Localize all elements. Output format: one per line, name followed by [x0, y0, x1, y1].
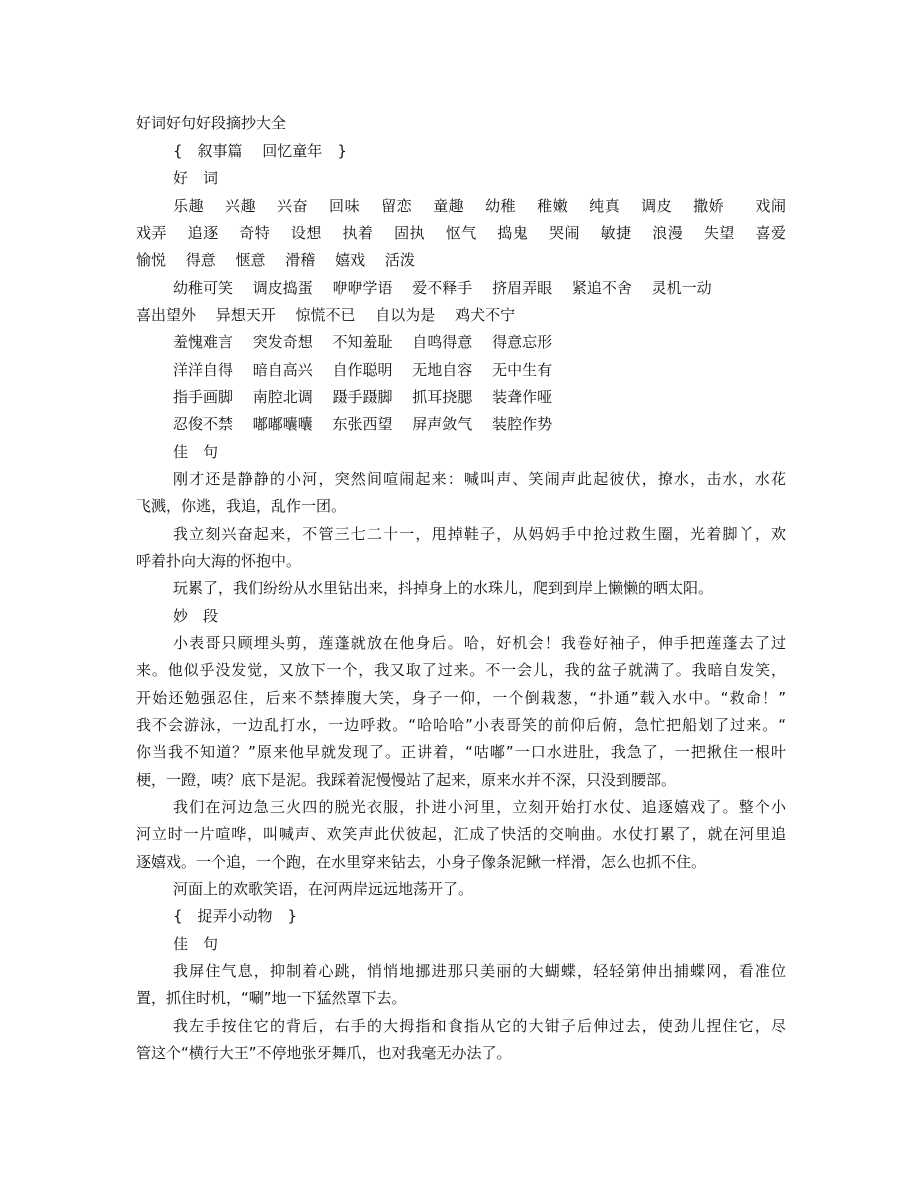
idiom-list-line: 忍俊不禁 嘟嘟囔囔 东张西望 屏声敛气 装腔作势 — [173, 415, 553, 433]
idiom-list-line: 指手画脚 南腔北调 蹑手蹑脚 抓耳挠腮 装聋作哑 — [173, 388, 553, 406]
paragraph-line: 我不会游泳，一边乱打水，一边呼救。“哈哈哈”小表哥笑的前仰后俯，急忙把船划了过来。“ — [136, 716, 786, 734]
paragraph-line: 我立刻兴奋起来，不管三七二十一，甩掉鞋子，从妈妈手中抢过救生圈，光着脚丫，欢 — [173, 525, 786, 543]
paragraph-line: 呼着扑向大海的怀抱中。 — [136, 552, 302, 570]
paragraph-line: 我屏住气息，抑制着心跳，悄悄地挪进那只美丽的大蝴蝶，轻轻第伸出捕蝶网，看准位 — [173, 962, 786, 980]
subheading-good-sentences: 佳 句 — [173, 443, 219, 461]
idiom-list-line: 幼稚可笑 调皮捣蛋 咿咿学语 爱不释手 挤眉弄眼 紧追不舍 灵机一动 — [173, 279, 712, 297]
word-list-line: 乐趣 兴趣 兴奋 回味 留恋 童趣 幼稚 稚嫩 纯真 调皮 撒娇 戏闹 — [173, 197, 786, 215]
paragraph-line: 逐嬉戏。一个追，一个跑，在水里穿来钻去，小身子像条泥鳅一样滑，怎么也抓不住。 — [136, 853, 707, 871]
idiom-list-line: 洋洋自得 暗自高兴 自作聪明 无地自容 无中生有 — [173, 361, 553, 379]
paragraph-line: 河面上的欢歌笑语，在河两岸远远地荡开了。 — [173, 880, 474, 898]
paragraph-line: 玩累了，我们纷纷从水里钻出来，抖掉身上的水珠儿，爬到到岸上懒懒的晒太阳。 — [173, 579, 714, 597]
paragraph-line: 小表哥只顾埋头剪，莲蓬就放在他身后。哈，好机会！我卷好袖子，伸手把莲蓬去了过 — [173, 634, 786, 652]
paragraph-line: 置，抓住时机，“唰”地一下猛然罩下去。 — [136, 989, 407, 1007]
paragraph-line: 梗，一蹬，咦？底下是泥。我踩着泥慢慢站了起来，原来水并不深，只没到腰部。 — [136, 771, 677, 789]
document-title: 好词好句好段摘抄大全 — [136, 114, 287, 132]
subheading-good-sentences: 佳 句 — [173, 935, 219, 953]
subheading-excellent-paragraphs: 妙 段 — [173, 607, 219, 625]
subheading-good-words: 好 词 — [173, 169, 219, 187]
paragraph-line: 我们在河边急三火四的脱光衣服，扑进小河里，立刻开始打水仗、追逐嬉戏了。整个小 — [173, 798, 786, 816]
paragraph-line: 刚才还是静静的小河，突然间喧闹起来：喊叫声、笑闹声此起彼伏，撩水，击水，水花 — [173, 470, 786, 488]
paragraph-line: 你当我不知道？”原来他早就发现了。正讲着，“咕嘟”一口水进肚，我急了，一把揪住一根叶 — [136, 743, 786, 761]
idiom-list-line: 羞愧难言 突发奇想 不知羞耻 自鸣得意 得意忘形 — [173, 333, 553, 351]
section-heading-narrative: { 叙事篇 回忆童年 } — [173, 142, 347, 160]
paragraph-line: 我左手按住它的背后，右手的大拇指和食指从它的大钳子后伸过去，使劲儿捏住它，尽 — [173, 1017, 786, 1035]
paragraph-line: 开始还勉强忍住，后来不禁捧腹大笑，身子一仰，一个倒栽葱，“扑通”载入水中。“救命！” — [136, 689, 786, 707]
paragraph-line: 管这个“横行大王”不停地张牙舞爪，也对我毫无办法了。 — [136, 1044, 512, 1062]
paragraph-line: 飞溅，你逃，我追，乱作一团。 — [136, 497, 347, 515]
word-list-line: 愉悦 得意 惬意 滑稽 嬉戏 活泼 — [136, 251, 415, 269]
word-list-line: 戏弄 追逐 奇特 设想 执着 固执 怄气 捣鬼 哭闹 敏捷 浪漫 失望 喜爱 — [136, 224, 786, 242]
idiom-list-line: 喜出望外 异想天开 惊慌不已 自以为是 鸡犬不宁 — [136, 306, 516, 324]
section-heading-animals: { 捉弄小动物 } — [173, 907, 298, 925]
paragraph-line: 来。他似乎没发觉，又放下一个，我又取了过来。不一会儿，我的盆子就满了。我暗自发笑， — [136, 661, 786, 679]
paragraph-line: 河立时一片喧哗，叫喊声、欢笑声此伏彼起，汇成了快活的交响曲。水仗打累了，就在河里追 — [136, 825, 786, 843]
